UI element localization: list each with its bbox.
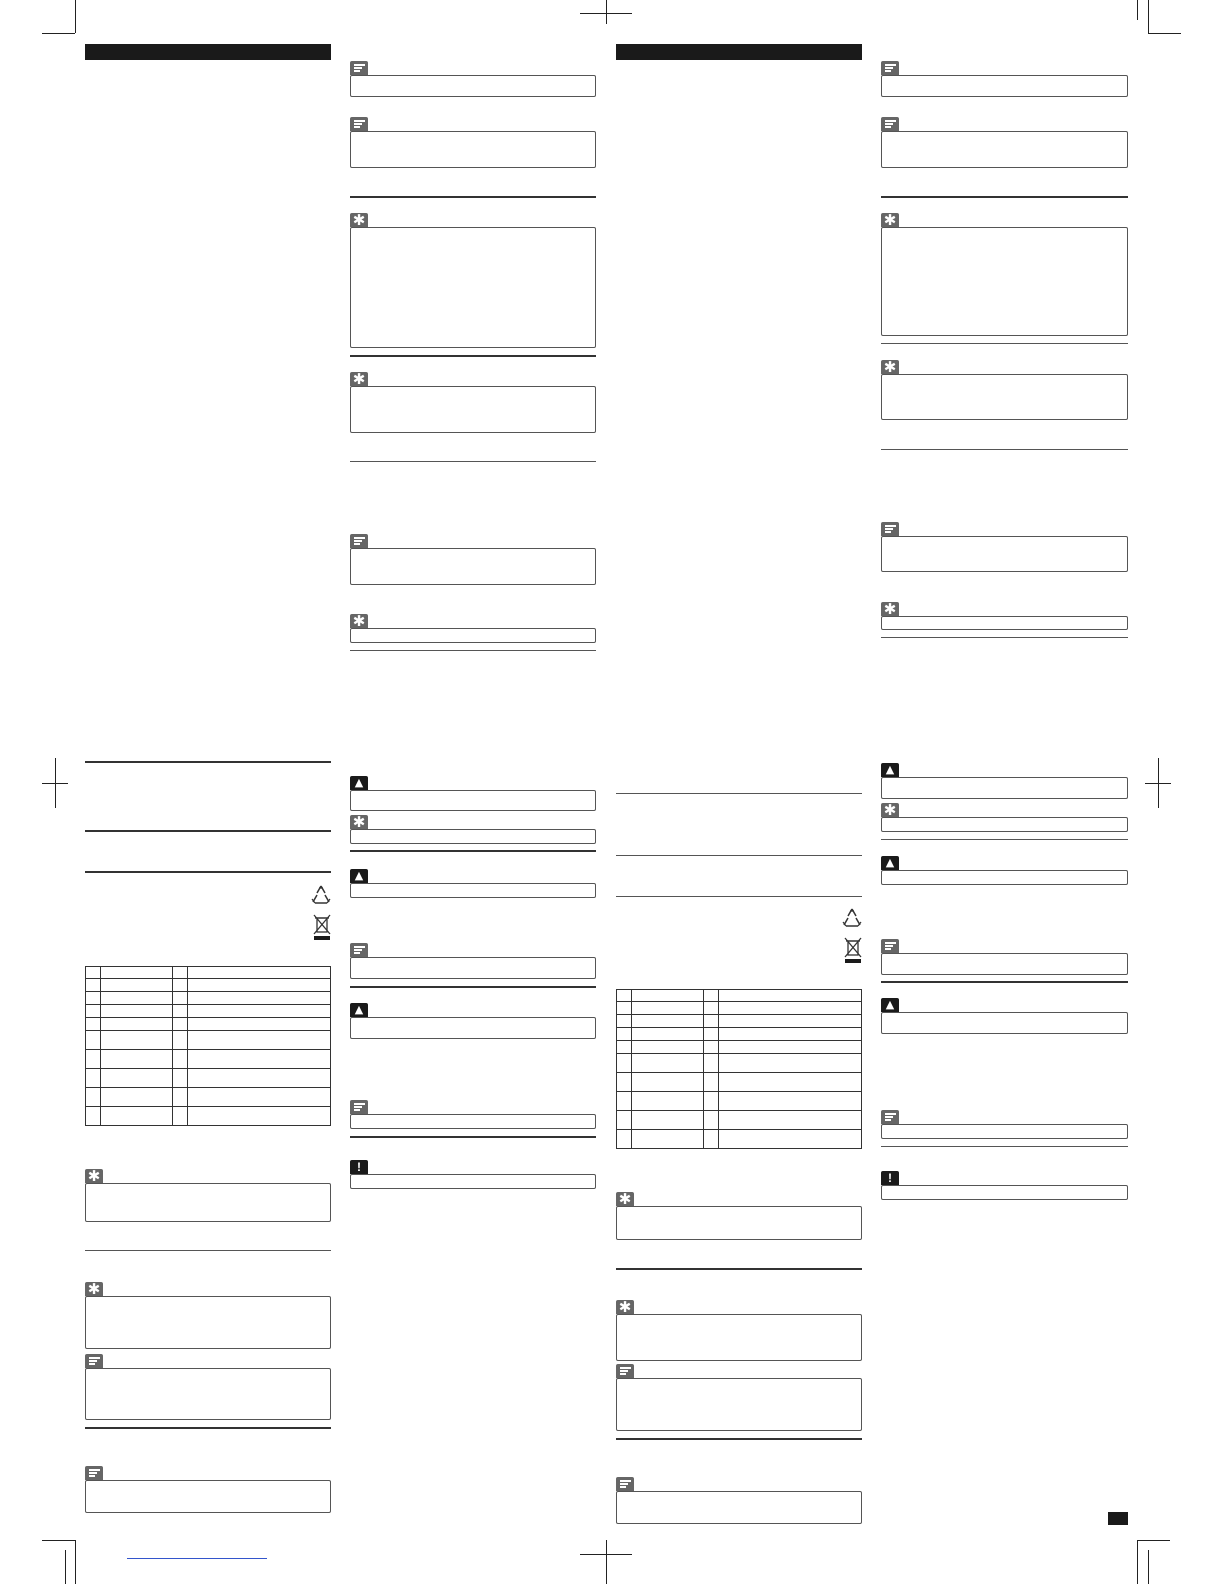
caution-icon: ! (881, 1171, 899, 1185)
section-divider (350, 650, 596, 651)
warning-box (881, 870, 1128, 885)
parts-table (616, 989, 862, 1149)
section-divider (350, 850, 596, 852)
note-box (350, 548, 596, 585)
parts-table (85, 966, 331, 1126)
footer-link[interactable] (127, 1558, 267, 1559)
note-box (350, 75, 596, 97)
table-row (617, 1015, 862, 1028)
section-divider (881, 196, 1128, 198)
note-box (85, 1480, 331, 1513)
tip-icon: ✱ (85, 1282, 103, 1296)
crossed-bin-icon (843, 936, 863, 964)
table-row (617, 1092, 862, 1111)
page-number-box (1108, 1512, 1128, 1525)
table-row (86, 967, 331, 979)
section-divider (85, 1427, 331, 1429)
warning-icon: ▲ (881, 998, 899, 1012)
tip-icon: ✱ (350, 372, 368, 386)
tip-icon: ✱ (350, 614, 368, 628)
note-icon (881, 939, 899, 953)
note-box (350, 957, 596, 979)
table-row (617, 1054, 862, 1073)
warning-icon: ▲ (350, 1003, 368, 1017)
note-box (350, 1114, 596, 1129)
tip-box (881, 374, 1128, 420)
table-row (86, 1107, 331, 1126)
table-row (617, 1028, 862, 1041)
section-divider (85, 871, 331, 873)
section-divider (350, 1136, 596, 1138)
note-icon (350, 61, 368, 75)
tip-icon: ✱ (350, 815, 368, 829)
note-icon (616, 1477, 634, 1491)
note-box (881, 536, 1128, 572)
tip-box (881, 817, 1128, 832)
warning-box (350, 1017, 596, 1039)
tip-box (350, 628, 596, 643)
tip-box (616, 1314, 862, 1361)
tip-icon: ✱ (881, 803, 899, 817)
recycle-icon (309, 884, 333, 906)
note-icon (350, 117, 368, 131)
table-row (86, 992, 331, 1005)
section-divider (616, 1268, 862, 1270)
table-row (86, 1069, 331, 1088)
section-divider (616, 793, 862, 794)
tip-box (85, 1296, 331, 1349)
table-row (86, 1031, 331, 1050)
section-divider (881, 449, 1128, 450)
tip-icon: ✱ (881, 360, 899, 374)
tip-icon: ✱ (350, 213, 368, 227)
section-divider (85, 761, 331, 763)
tip-icon: ✱ (85, 1169, 103, 1183)
warning-icon: ▲ (881, 856, 899, 870)
section-divider (616, 896, 862, 897)
note-icon (881, 61, 899, 75)
table-row (617, 1111, 862, 1130)
warning-box (350, 790, 596, 811)
table-row (617, 1041, 862, 1054)
tip-box (350, 829, 596, 844)
crossed-bin-icon (312, 913, 332, 941)
tip-icon: ✱ (881, 213, 899, 227)
note-box (881, 75, 1128, 97)
note-box (616, 1491, 862, 1524)
tip-box (350, 227, 596, 348)
tip-icon: ✱ (616, 1192, 634, 1206)
caution-box (350, 1174, 596, 1189)
note-icon (616, 1364, 634, 1378)
tip-box (881, 616, 1128, 630)
note-icon (881, 522, 899, 536)
table-row (86, 1018, 331, 1031)
note-icon (85, 1466, 103, 1480)
section-header-bar (85, 44, 331, 60)
caution-icon: ! (350, 1160, 368, 1174)
section-divider (616, 855, 862, 856)
note-box (881, 953, 1128, 975)
note-icon (350, 1100, 368, 1114)
note-icon (881, 1110, 899, 1124)
note-icon (350, 943, 368, 957)
section-divider (881, 637, 1128, 638)
tip-icon: ✱ (616, 1300, 634, 1314)
section-divider (85, 1250, 331, 1251)
note-box (616, 1378, 862, 1431)
warning-icon: ▲ (881, 763, 899, 777)
table-row (617, 1073, 862, 1092)
table-row (617, 1002, 862, 1015)
section-divider (350, 986, 596, 988)
table-row (617, 990, 862, 1002)
section-divider (350, 196, 596, 198)
note-box (881, 131, 1128, 168)
note-box (881, 1124, 1128, 1139)
table-row (86, 1005, 331, 1018)
table-row (86, 1050, 331, 1069)
section-header-bar (616, 44, 862, 60)
section-divider (881, 839, 1128, 840)
tip-icon: ✱ (881, 602, 899, 616)
section-divider (881, 343, 1128, 344)
tip-box (350, 386, 596, 433)
warning-icon: ▲ (350, 869, 368, 883)
table-row (617, 1130, 862, 1149)
section-divider (616, 1438, 862, 1440)
tip-box (616, 1206, 862, 1240)
section-divider (350, 355, 596, 357)
table-row (86, 1088, 331, 1107)
warning-box (881, 777, 1128, 799)
note-box (350, 131, 596, 168)
section-divider (881, 1146, 1128, 1147)
section-divider (881, 981, 1128, 983)
section-divider (85, 830, 331, 832)
tip-box (85, 1183, 331, 1222)
warning-icon: ▲ (350, 776, 368, 790)
caution-box (881, 1185, 1128, 1200)
table-row (86, 979, 331, 992)
warning-box (881, 1012, 1128, 1034)
note-icon (881, 117, 899, 131)
note-icon (350, 534, 368, 548)
recycle-icon (840, 907, 864, 929)
section-divider (350, 461, 596, 462)
tip-box (881, 227, 1128, 336)
note-box (85, 1368, 331, 1420)
warning-box (350, 883, 596, 898)
note-icon (85, 1354, 103, 1368)
